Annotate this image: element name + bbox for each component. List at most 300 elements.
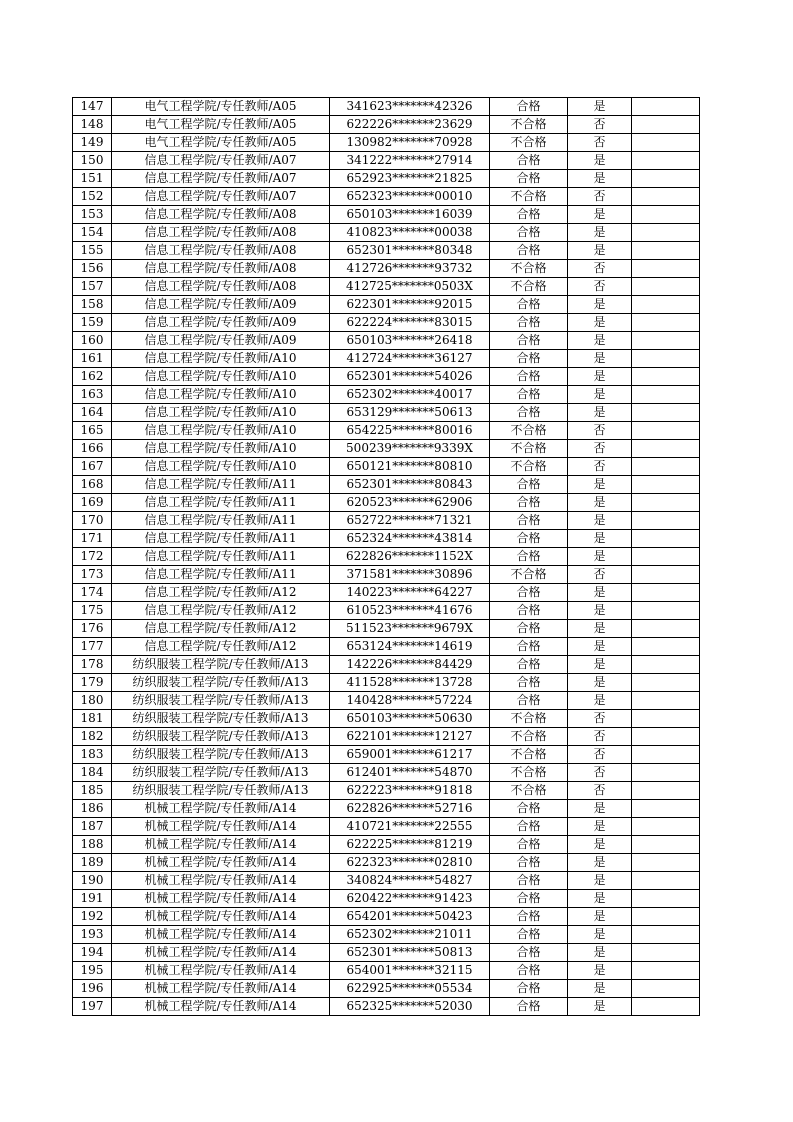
row-number-cell: 148 xyxy=(73,116,112,134)
result-cell: 合格 xyxy=(490,332,568,350)
post-cell: 信息工程学院/专任教师/A11 xyxy=(112,548,330,566)
pass-cell: 是 xyxy=(568,908,632,926)
id-number-cell: 654201*******50423 xyxy=(330,908,490,926)
table-row xyxy=(73,152,700,170)
post-cell: 纺织服装工程学院/专任教师/A13 xyxy=(112,728,330,746)
post-cell: 信息工程学院/专任教师/A09 xyxy=(112,332,330,350)
post-cell: 纺织服装工程学院/专任教师/A13 xyxy=(112,656,330,674)
note-cell xyxy=(632,152,700,170)
post-cell: 信息工程学院/专任教师/A12 xyxy=(112,638,330,656)
id-number-cell: 511523*******9679X xyxy=(330,620,490,638)
row-number-cell: 160 xyxy=(73,332,112,350)
row-number-cell: 152 xyxy=(73,188,112,206)
results-table xyxy=(72,97,700,1016)
post-cell: 电气工程学院/专任教师/A05 xyxy=(112,116,330,134)
row-number-cell: 150 xyxy=(73,152,112,170)
id-number-cell: 622225*******81219 xyxy=(330,836,490,854)
note-cell xyxy=(632,962,700,980)
pass-cell: 是 xyxy=(568,152,632,170)
table-row xyxy=(73,242,700,260)
table-row xyxy=(73,836,700,854)
result-cell: 合格 xyxy=(490,908,568,926)
post-cell: 纺织服装工程学院/专任教师/A13 xyxy=(112,674,330,692)
id-number-cell: 341623*******42326 xyxy=(330,98,490,116)
table-row xyxy=(73,206,700,224)
note-cell xyxy=(632,872,700,890)
row-number-cell: 190 xyxy=(73,872,112,890)
id-number-cell: 622826*******1152X xyxy=(330,548,490,566)
note-cell xyxy=(632,476,700,494)
id-number-cell: 622826*******52716 xyxy=(330,800,490,818)
result-cell: 不合格 xyxy=(490,278,568,296)
table-row xyxy=(73,782,700,800)
id-number-cell: 411528*******13728 xyxy=(330,674,490,692)
row-number-cell: 167 xyxy=(73,458,112,476)
id-number-cell: 653129*******50613 xyxy=(330,404,490,422)
note-cell xyxy=(632,188,700,206)
note-cell xyxy=(632,170,700,188)
post-cell: 信息工程学院/专任教师/A10 xyxy=(112,368,330,386)
row-number-cell: 169 xyxy=(73,494,112,512)
id-number-cell: 622226*******23629 xyxy=(330,116,490,134)
table-row xyxy=(73,962,700,980)
pass-cell: 否 xyxy=(568,260,632,278)
post-cell: 机械工程学院/专任教师/A14 xyxy=(112,800,330,818)
id-number-cell: 340824*******54827 xyxy=(330,872,490,890)
row-number-cell: 177 xyxy=(73,638,112,656)
pass-cell: 是 xyxy=(568,674,632,692)
row-number-cell: 178 xyxy=(73,656,112,674)
result-cell: 不合格 xyxy=(490,458,568,476)
post-cell: 机械工程学院/专任教师/A14 xyxy=(112,818,330,836)
note-cell xyxy=(632,368,700,386)
post-cell: 信息工程学院/专任教师/A08 xyxy=(112,242,330,260)
row-number-cell: 157 xyxy=(73,278,112,296)
result-cell: 合格 xyxy=(490,674,568,692)
post-cell: 电气工程学院/专任教师/A05 xyxy=(112,98,330,116)
id-number-cell: 652301*******54026 xyxy=(330,368,490,386)
row-number-cell: 195 xyxy=(73,962,112,980)
note-cell xyxy=(632,350,700,368)
result-cell: 合格 xyxy=(490,872,568,890)
table-row xyxy=(73,620,700,638)
table-row xyxy=(73,980,700,998)
post-cell: 信息工程学院/专任教师/A11 xyxy=(112,530,330,548)
row-number-cell: 181 xyxy=(73,710,112,728)
row-number-cell: 162 xyxy=(73,368,112,386)
result-cell: 合格 xyxy=(490,944,568,962)
id-number-cell: 622224*******83015 xyxy=(330,314,490,332)
post-cell: 纺织服装工程学院/专任教师/A13 xyxy=(112,746,330,764)
result-cell: 合格 xyxy=(490,368,568,386)
result-cell: 不合格 xyxy=(490,440,568,458)
pass-cell: 是 xyxy=(568,494,632,512)
id-number-cell: 412725*******0503X xyxy=(330,278,490,296)
post-cell: 纺织服装工程学院/专任教师/A13 xyxy=(112,692,330,710)
result-cell: 合格 xyxy=(490,548,568,566)
result-cell: 合格 xyxy=(490,476,568,494)
table-row xyxy=(73,404,700,422)
table-row xyxy=(73,548,700,566)
note-cell xyxy=(632,548,700,566)
note-cell xyxy=(632,296,700,314)
post-cell: 信息工程学院/专任教师/A09 xyxy=(112,314,330,332)
id-number-cell: 652302*******40017 xyxy=(330,386,490,404)
table-row xyxy=(73,332,700,350)
note-cell xyxy=(632,782,700,800)
table-row xyxy=(73,998,700,1016)
pass-cell: 是 xyxy=(568,368,632,386)
table-body xyxy=(73,98,700,1016)
result-cell: 合格 xyxy=(490,638,568,656)
id-number-cell: 654001*******32115 xyxy=(330,962,490,980)
table-row xyxy=(73,422,700,440)
table-row xyxy=(73,818,700,836)
pass-cell: 否 xyxy=(568,728,632,746)
result-cell: 合格 xyxy=(490,854,568,872)
table-row xyxy=(73,260,700,278)
pass-cell: 是 xyxy=(568,548,632,566)
note-cell xyxy=(632,242,700,260)
post-cell: 机械工程学院/专任教师/A14 xyxy=(112,998,330,1016)
post-cell: 机械工程学院/专任教师/A14 xyxy=(112,926,330,944)
pass-cell: 是 xyxy=(568,800,632,818)
row-number-cell: 154 xyxy=(73,224,112,242)
pass-cell: 否 xyxy=(568,278,632,296)
post-cell: 信息工程学院/专任教师/A09 xyxy=(112,296,330,314)
table-row xyxy=(73,656,700,674)
result-cell: 合格 xyxy=(490,512,568,530)
result-cell: 合格 xyxy=(490,386,568,404)
table-row xyxy=(73,710,700,728)
pass-cell: 是 xyxy=(568,944,632,962)
result-cell: 合格 xyxy=(490,692,568,710)
pass-cell: 否 xyxy=(568,116,632,134)
id-number-cell: 622223*******91818 xyxy=(330,782,490,800)
post-cell: 信息工程学院/专任教师/A07 xyxy=(112,170,330,188)
note-cell xyxy=(632,602,700,620)
table-row xyxy=(73,134,700,152)
post-cell: 信息工程学院/专任教师/A12 xyxy=(112,620,330,638)
note-cell xyxy=(632,512,700,530)
note-cell xyxy=(632,944,700,962)
row-number-cell: 196 xyxy=(73,980,112,998)
post-cell: 信息工程学院/专任教师/A08 xyxy=(112,224,330,242)
id-number-cell: 650103*******50630 xyxy=(330,710,490,728)
result-cell: 不合格 xyxy=(490,764,568,782)
table-row xyxy=(73,440,700,458)
id-number-cell: 140223*******64227 xyxy=(330,584,490,602)
pass-cell: 否 xyxy=(568,782,632,800)
row-number-cell: 183 xyxy=(73,746,112,764)
table-row xyxy=(73,224,700,242)
result-cell: 不合格 xyxy=(490,710,568,728)
post-cell: 信息工程学院/专任教师/A07 xyxy=(112,152,330,170)
note-cell xyxy=(632,386,700,404)
row-number-cell: 159 xyxy=(73,314,112,332)
pass-cell: 是 xyxy=(568,962,632,980)
row-number-cell: 180 xyxy=(73,692,112,710)
table-row xyxy=(73,530,700,548)
id-number-cell: 622101*******12127 xyxy=(330,728,490,746)
id-number-cell: 652324*******43814 xyxy=(330,530,490,548)
post-cell: 信息工程学院/专任教师/A10 xyxy=(112,440,330,458)
pass-cell: 是 xyxy=(568,602,632,620)
id-number-cell: 652325*******52030 xyxy=(330,998,490,1016)
note-cell xyxy=(632,728,700,746)
post-cell: 信息工程学院/专任教师/A08 xyxy=(112,206,330,224)
result-cell: 不合格 xyxy=(490,188,568,206)
id-number-cell: 622925*******05534 xyxy=(330,980,490,998)
result-cell: 不合格 xyxy=(490,746,568,764)
row-number-cell: 161 xyxy=(73,350,112,368)
note-cell xyxy=(632,890,700,908)
note-cell xyxy=(632,836,700,854)
table-row xyxy=(73,926,700,944)
result-cell: 合格 xyxy=(490,296,568,314)
result-cell: 不合格 xyxy=(490,260,568,278)
pass-cell: 是 xyxy=(568,206,632,224)
post-cell: 信息工程学院/专任教师/A10 xyxy=(112,422,330,440)
note-cell xyxy=(632,134,700,152)
table-row xyxy=(73,458,700,476)
post-cell: 信息工程学院/专任教师/A11 xyxy=(112,566,330,584)
note-cell xyxy=(632,98,700,116)
pass-cell: 是 xyxy=(568,170,632,188)
table-row xyxy=(73,278,700,296)
post-cell: 机械工程学院/专任教师/A14 xyxy=(112,962,330,980)
note-cell xyxy=(632,332,700,350)
pass-cell: 是 xyxy=(568,656,632,674)
post-cell: 信息工程学院/专任教师/A11 xyxy=(112,476,330,494)
pass-cell: 是 xyxy=(568,620,632,638)
pass-cell: 否 xyxy=(568,764,632,782)
pass-cell: 否 xyxy=(568,746,632,764)
pass-cell: 是 xyxy=(568,350,632,368)
id-number-cell: 650121*******80810 xyxy=(330,458,490,476)
post-cell: 信息工程学院/专任教师/A07 xyxy=(112,188,330,206)
id-number-cell: 652301*******80843 xyxy=(330,476,490,494)
pass-cell: 是 xyxy=(568,224,632,242)
post-cell: 信息工程学院/专任教师/A08 xyxy=(112,278,330,296)
note-cell xyxy=(632,404,700,422)
pass-cell: 否 xyxy=(568,188,632,206)
pass-cell: 是 xyxy=(568,638,632,656)
note-cell xyxy=(632,800,700,818)
id-number-cell: 654225*******80016 xyxy=(330,422,490,440)
post-cell: 信息工程学院/专任教师/A08 xyxy=(112,260,330,278)
pass-cell: 是 xyxy=(568,584,632,602)
table-row xyxy=(73,476,700,494)
table-row xyxy=(73,170,700,188)
result-cell: 合格 xyxy=(490,350,568,368)
id-number-cell: 612401*******54870 xyxy=(330,764,490,782)
table-row xyxy=(73,368,700,386)
post-cell: 机械工程学院/专任教师/A14 xyxy=(112,944,330,962)
result-cell: 不合格 xyxy=(490,422,568,440)
pass-cell: 是 xyxy=(568,692,632,710)
table-row xyxy=(73,350,700,368)
id-number-cell: 610523*******41676 xyxy=(330,602,490,620)
note-cell xyxy=(632,638,700,656)
pass-cell: 是 xyxy=(568,242,632,260)
row-number-cell: 153 xyxy=(73,206,112,224)
pass-cell: 是 xyxy=(568,854,632,872)
row-number-cell: 163 xyxy=(73,386,112,404)
note-cell xyxy=(632,584,700,602)
row-number-cell: 156 xyxy=(73,260,112,278)
id-number-cell: 652301*******80348 xyxy=(330,242,490,260)
result-cell: 合格 xyxy=(490,152,568,170)
row-number-cell: 172 xyxy=(73,548,112,566)
row-number-cell: 147 xyxy=(73,98,112,116)
row-number-cell: 175 xyxy=(73,602,112,620)
table-row xyxy=(73,728,700,746)
note-cell xyxy=(632,710,700,728)
note-cell xyxy=(632,278,700,296)
table-row xyxy=(73,746,700,764)
pass-cell: 否 xyxy=(568,134,632,152)
pass-cell: 是 xyxy=(568,98,632,116)
pass-cell: 否 xyxy=(568,440,632,458)
id-number-cell: 652722*******71321 xyxy=(330,512,490,530)
pass-cell: 否 xyxy=(568,566,632,584)
result-cell: 合格 xyxy=(490,314,568,332)
note-cell xyxy=(632,620,700,638)
row-number-cell: 186 xyxy=(73,800,112,818)
row-number-cell: 151 xyxy=(73,170,112,188)
result-cell: 合格 xyxy=(490,980,568,998)
note-cell xyxy=(632,116,700,134)
post-cell: 信息工程学院/专任教师/A10 xyxy=(112,458,330,476)
result-cell: 合格 xyxy=(490,170,568,188)
table-row xyxy=(73,944,700,962)
table-row xyxy=(73,566,700,584)
id-number-cell: 659001*******61217 xyxy=(330,746,490,764)
id-number-cell: 652923*******21825 xyxy=(330,170,490,188)
result-cell: 合格 xyxy=(490,530,568,548)
result-cell: 不合格 xyxy=(490,728,568,746)
post-cell: 纺织服装工程学院/专任教师/A13 xyxy=(112,764,330,782)
pass-cell: 否 xyxy=(568,422,632,440)
id-number-cell: 140428*******57224 xyxy=(330,692,490,710)
row-number-cell: 193 xyxy=(73,926,112,944)
table-row xyxy=(73,584,700,602)
pass-cell: 是 xyxy=(568,998,632,1016)
post-cell: 纺织服装工程学院/专任教师/A13 xyxy=(112,710,330,728)
table-row xyxy=(73,638,700,656)
result-cell: 合格 xyxy=(490,206,568,224)
note-cell xyxy=(632,440,700,458)
row-number-cell: 191 xyxy=(73,890,112,908)
id-number-cell: 412726*******93732 xyxy=(330,260,490,278)
pass-cell: 是 xyxy=(568,314,632,332)
result-cell: 合格 xyxy=(490,962,568,980)
row-number-cell: 173 xyxy=(73,566,112,584)
post-cell: 信息工程学院/专任教师/A11 xyxy=(112,494,330,512)
post-cell: 机械工程学院/专任教师/A14 xyxy=(112,854,330,872)
table-row xyxy=(73,764,700,782)
result-cell: 合格 xyxy=(490,404,568,422)
row-number-cell: 192 xyxy=(73,908,112,926)
post-cell: 信息工程学院/专任教师/A10 xyxy=(112,404,330,422)
row-number-cell: 166 xyxy=(73,440,112,458)
table-row xyxy=(73,494,700,512)
post-cell: 机械工程学院/专任教师/A14 xyxy=(112,890,330,908)
pass-cell: 是 xyxy=(568,404,632,422)
row-number-cell: 165 xyxy=(73,422,112,440)
note-cell xyxy=(632,566,700,584)
table-row xyxy=(73,872,700,890)
id-number-cell: 620422*******91423 xyxy=(330,890,490,908)
table-row xyxy=(73,512,700,530)
id-number-cell: 653124*******14619 xyxy=(330,638,490,656)
result-cell: 不合格 xyxy=(490,566,568,584)
id-number-cell: 622323*******02810 xyxy=(330,854,490,872)
pass-cell: 是 xyxy=(568,530,632,548)
pass-cell: 否 xyxy=(568,710,632,728)
table-row xyxy=(73,692,700,710)
table-row xyxy=(73,800,700,818)
row-number-cell: 184 xyxy=(73,764,112,782)
result-cell: 合格 xyxy=(490,494,568,512)
note-cell xyxy=(632,206,700,224)
row-number-cell: 155 xyxy=(73,242,112,260)
result-cell: 合格 xyxy=(490,620,568,638)
note-cell xyxy=(632,746,700,764)
row-number-cell: 185 xyxy=(73,782,112,800)
result-cell: 合格 xyxy=(490,584,568,602)
note-cell xyxy=(632,530,700,548)
row-number-cell: 158 xyxy=(73,296,112,314)
note-cell xyxy=(632,764,700,782)
id-number-cell: 620523*******62906 xyxy=(330,494,490,512)
id-number-cell: 652302*******21011 xyxy=(330,926,490,944)
table-row xyxy=(73,890,700,908)
id-number-cell: 650103*******16039 xyxy=(330,206,490,224)
post-cell: 信息工程学院/专任教师/A10 xyxy=(112,386,330,404)
row-number-cell: 176 xyxy=(73,620,112,638)
id-number-cell: 410721*******22555 xyxy=(330,818,490,836)
post-cell: 信息工程学院/专任教师/A12 xyxy=(112,584,330,602)
note-cell xyxy=(632,998,700,1016)
row-number-cell: 187 xyxy=(73,818,112,836)
result-cell: 合格 xyxy=(490,602,568,620)
post-cell: 机械工程学院/专任教师/A14 xyxy=(112,872,330,890)
result-cell: 合格 xyxy=(490,998,568,1016)
id-number-cell: 652301*******50813 xyxy=(330,944,490,962)
table-row xyxy=(73,674,700,692)
pass-cell: 是 xyxy=(568,512,632,530)
table-row xyxy=(73,386,700,404)
pass-cell: 是 xyxy=(568,818,632,836)
post-cell: 电气工程学院/专任教师/A05 xyxy=(112,134,330,152)
post-cell: 机械工程学院/专任教师/A14 xyxy=(112,908,330,926)
post-cell: 信息工程学院/专任教师/A12 xyxy=(112,602,330,620)
result-cell: 不合格 xyxy=(490,134,568,152)
pass-cell: 是 xyxy=(568,890,632,908)
pass-cell: 是 xyxy=(568,332,632,350)
row-number-cell: 188 xyxy=(73,836,112,854)
row-number-cell: 149 xyxy=(73,134,112,152)
note-cell xyxy=(632,422,700,440)
post-cell: 机械工程学院/专任教师/A14 xyxy=(112,980,330,998)
id-number-cell: 650103*******26418 xyxy=(330,332,490,350)
id-number-cell: 130982*******70928 xyxy=(330,134,490,152)
id-number-cell: 142226*******84429 xyxy=(330,656,490,674)
pass-cell: 是 xyxy=(568,926,632,944)
note-cell xyxy=(632,692,700,710)
